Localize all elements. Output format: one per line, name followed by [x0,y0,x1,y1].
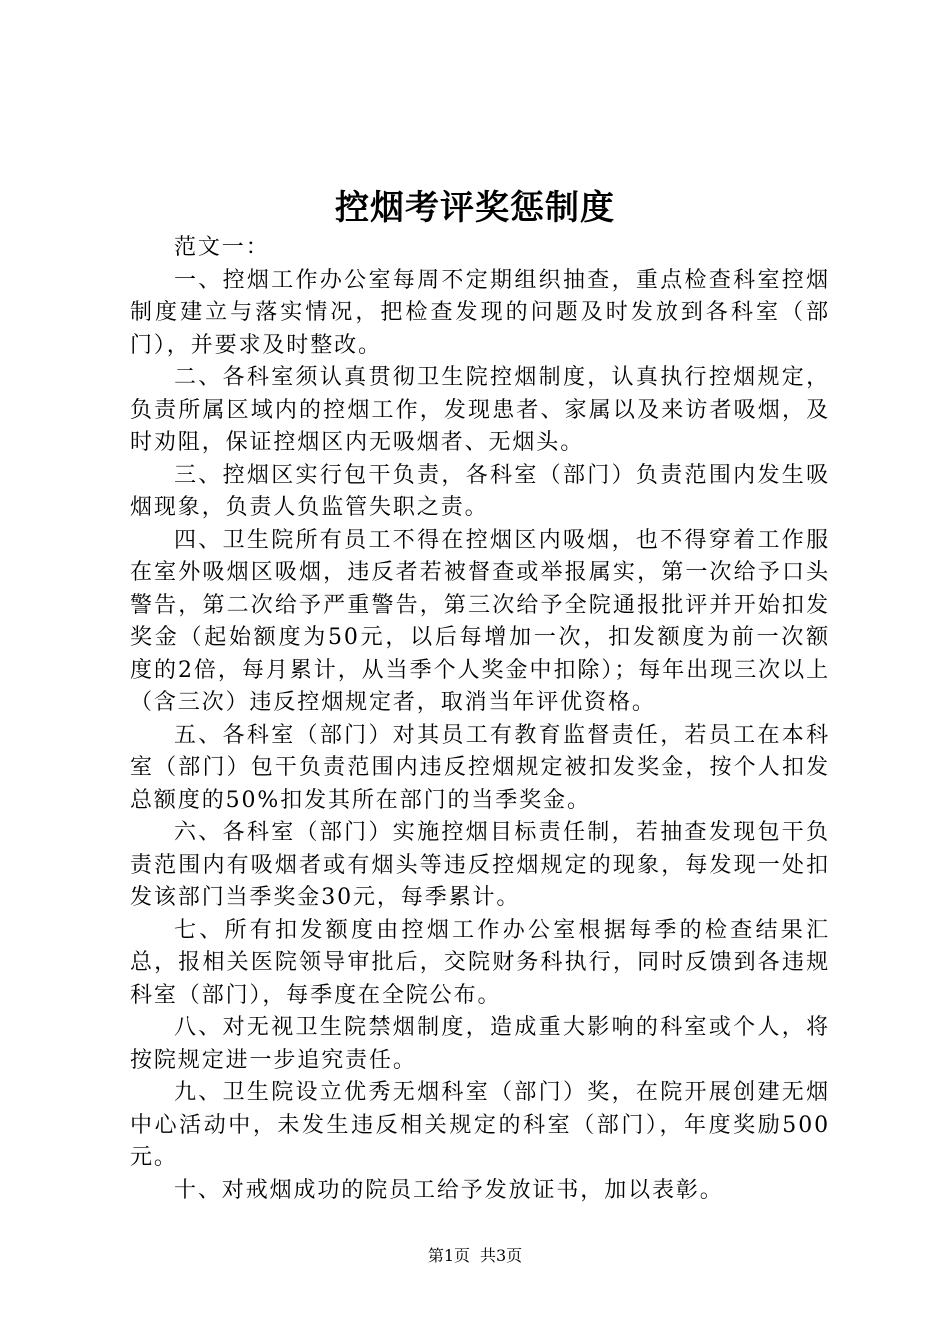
page-number-current: 第1页 [427,1246,470,1265]
paragraph-9: 九、卫生院设立优秀无烟科室（部门）奖，在院开展创建无烟中心活动中，未发生违反相关规定的科室（部门），年度奖励500元。 [130,1080,830,1170]
page-number-total: 共3页 [480,1246,523,1265]
paragraph-1: 一、控烟工作办公室每周不定期组织抽查，重点检查科室控烟制度建立与落实情况，把检查发现的问题及时发放到各科室（部门），并要求及时整改。 [130,267,830,358]
page-footer [0,1245,950,1267]
document-title: 控烟考评奖惩制度 [335,188,615,228]
paragraph-intro: 范文一： [174,235,270,260]
paragraph-2: 二、各科室须认真贯彻卫生院控烟制度，认真执行控烟规定，负责所属区域内的控烟工作，发现患者、家属以及来访者吸烟，及时劝阻，保证控烟区内无吸烟者、无烟头。 [130,365,830,455]
document-body [130,232,830,1207]
paragraph-8: 八、对无视卫生院禁烟制度，造成重大影响的科室或个人，将按院规定进一步追究责任。 [130,1015,830,1073]
paragraph-4: 四、卫生院所有员工不得在控烟区内吸烟，也不得穿着工作服在室外吸烟区吸烟，违反者若被督查或举报属实，第一次给予口头警告，第二次给予严重警告，第三次给予全院通报批评并开始扣发奖金（起始额度为50元，以后每增加一次，扣发额度为前一次额度的2倍，每月累计，从当季个人奖金中扣除）；每年出现三次以上（含三次）违反控烟规定者，取消当年评优资格。 [130,527,830,715]
paragraph-6: 六、各科室（部门）实施控烟目标责任制，若抽查发现包干负责范围内有吸烟者或有烟头等违反控烟规定的现象，每发现一处扣发该部门当季奖金30元，每季累计。 [130,820,830,910]
paragraph-5: 五、各科室（部门）对其员工有教育监督责任，若员工在本科室（部门）包干负责范围内违反控烟规定被扣发奖金，按个人扣发总额度的50%扣发其所在部门的当季奖金。 [130,722,830,813]
paragraph-3: 三、控烟区实行包干负责，各科室（部门）负责范围内发生吸烟现象，负责人负监管失职之责。 [130,462,830,520]
paragraph-7: 七、所有扣发额度由控烟工作办公室根据每季的检查结果汇总，报相关医院领导审批后，交院财务科执行，同时反馈到各违规科室（部门），每季度在全院公布。 [130,917,830,1008]
paragraph-10: 十、对戒烟成功的院员工给予发放证书，加以表彰。 [174,1177,724,1203]
